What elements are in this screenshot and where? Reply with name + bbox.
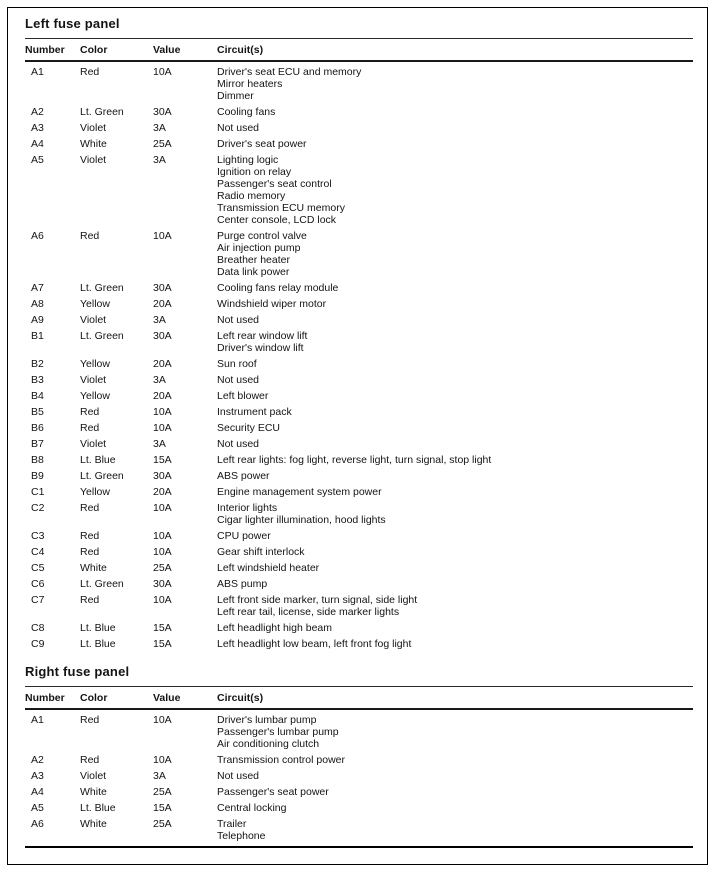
fuse-number: A3 xyxy=(31,122,44,134)
fuse-color: Red xyxy=(80,530,100,542)
fuse-circuits xyxy=(217,770,693,782)
fuse-value: 10A xyxy=(153,546,172,558)
table-end-rule xyxy=(25,846,693,848)
fuse-row xyxy=(25,154,693,226)
fuse-number: C7 xyxy=(31,594,45,606)
fuse-number: A7 xyxy=(31,282,44,294)
fuse-circuits xyxy=(217,622,693,634)
circuit-line: Air injection pump xyxy=(217,242,301,254)
fuse-row xyxy=(25,438,693,450)
section-title-right: Right fuse panel xyxy=(25,664,130,679)
fuse-value: 10A xyxy=(153,594,172,606)
fuse-color: Red xyxy=(80,230,100,242)
fuse-circuits xyxy=(217,66,693,102)
fuse-color: Yellow xyxy=(80,390,110,402)
fuse-value: 3A xyxy=(153,438,166,450)
fuse-circuits xyxy=(217,754,693,766)
fuse-color: Lt. Green xyxy=(80,282,124,294)
section-left-fuse-panel xyxy=(25,16,693,650)
circuit-line: Left rear tail, license, side marker lights xyxy=(217,606,400,618)
circuit-line: Left headlight high beam xyxy=(217,622,333,634)
fuse-circuits xyxy=(217,374,693,386)
fuse-value: 30A xyxy=(153,578,172,590)
fuse-value: 15A xyxy=(153,622,172,634)
fuse-circuits xyxy=(217,714,693,750)
fuse-row xyxy=(25,786,693,798)
fuse-color: Lt. Green xyxy=(80,578,124,590)
circuit-line: Instrument pack xyxy=(217,406,292,418)
column-header-value: Value xyxy=(153,692,181,704)
fuse-value: 10A xyxy=(153,406,172,418)
column-header-circuits: Circuit(s) xyxy=(217,692,264,704)
circuit-line: Driver's seat ECU and memory xyxy=(217,66,362,78)
fuse-row xyxy=(25,578,693,590)
table-body xyxy=(25,62,693,650)
circuit-line: Passenger's seat control xyxy=(217,178,332,190)
fuse-color: White xyxy=(80,138,107,150)
fuse-value: 3A xyxy=(153,314,166,326)
circuit-line: Not used xyxy=(217,314,260,326)
circuit-line: Radio memory xyxy=(217,190,286,202)
fuse-circuits xyxy=(217,138,693,150)
circuit-line: Lighting logic xyxy=(217,154,279,166)
circuit-line: Not used xyxy=(217,122,260,134)
fuse-circuits xyxy=(217,406,693,418)
circuit-line: Driver's lumbar pump xyxy=(217,714,317,726)
fuse-value: 3A xyxy=(153,154,166,166)
fuse-circuits xyxy=(217,818,693,842)
fuse-circuits xyxy=(217,358,693,370)
circuit-line: Driver's seat power xyxy=(217,138,307,150)
fuse-circuits xyxy=(217,282,693,294)
fuse-color: Yellow xyxy=(80,298,110,310)
fuse-color: Red xyxy=(80,754,100,766)
circuit-line: Left windshield heater xyxy=(217,562,320,574)
fuse-color: White xyxy=(80,786,107,798)
fuse-value: 10A xyxy=(153,714,172,726)
fuse-number: B5 xyxy=(31,406,44,418)
fuse-row xyxy=(25,470,693,482)
fuse-value: 15A xyxy=(153,454,172,466)
circuit-line: Windshield wiper motor xyxy=(217,298,327,310)
circuit-line: Passenger's seat power xyxy=(217,786,329,798)
fuse-row xyxy=(25,770,693,782)
fuse-color: Red xyxy=(80,502,100,514)
circuit-line: Left blower xyxy=(217,390,269,402)
fuse-number: A2 xyxy=(31,106,44,118)
circuit-line: Telephone xyxy=(217,830,266,842)
section-right-fuse-panel xyxy=(25,664,693,842)
fuse-number: A1 xyxy=(31,714,44,726)
fuse-panel-document-page xyxy=(7,7,708,865)
circuit-line: Passenger's lumbar pump xyxy=(217,726,339,738)
fuse-row xyxy=(25,454,693,466)
circuit-line: Not used xyxy=(217,770,260,782)
circuit-line: Sun roof xyxy=(217,358,257,370)
fuse-color: Yellow xyxy=(80,358,110,370)
fuse-color: Red xyxy=(80,422,100,434)
fuse-color: Yellow xyxy=(80,486,110,498)
table-body xyxy=(25,710,693,842)
fuse-color: Red xyxy=(80,714,100,726)
fuse-value: 25A xyxy=(153,786,172,798)
fuse-value: 10A xyxy=(153,230,172,242)
circuit-line: Cooling fans xyxy=(217,106,276,118)
fuse-number: A9 xyxy=(31,314,44,326)
fuse-value: 25A xyxy=(153,138,172,150)
fuse-row xyxy=(25,818,693,842)
fuse-value: 20A xyxy=(153,298,172,310)
fuse-number: B8 xyxy=(31,454,44,466)
fuse-circuits xyxy=(217,786,693,798)
fuse-value: 20A xyxy=(153,486,172,498)
fuse-number: A2 xyxy=(31,754,44,766)
circuit-line: Ignition on relay xyxy=(217,166,292,178)
fuse-number: A1 xyxy=(31,66,44,78)
circuit-line: Central locking xyxy=(217,802,287,814)
column-header-color: Color xyxy=(80,44,108,56)
circuit-line: Mirror heaters xyxy=(217,78,283,90)
fuse-value: 25A xyxy=(153,818,172,830)
circuit-line: ABS pump xyxy=(217,578,268,590)
fuse-circuits xyxy=(217,578,693,590)
circuit-line: Air conditioning clutch xyxy=(217,738,320,750)
fuse-circuits xyxy=(217,422,693,434)
fuse-value: 25A xyxy=(153,562,172,574)
circuit-line: Left headlight low beam, left front fog light xyxy=(217,638,412,650)
circuit-line: Interior lights xyxy=(217,502,278,514)
circuit-line: Data link power xyxy=(217,266,290,278)
fuse-number: A4 xyxy=(31,786,44,798)
fuse-number: C2 xyxy=(31,502,45,514)
fuse-color: Lt. Blue xyxy=(80,622,116,634)
column-header-value: Value xyxy=(153,44,181,56)
fuse-circuits xyxy=(217,802,693,814)
fuse-color: White xyxy=(80,562,107,574)
fuse-circuits xyxy=(217,562,693,574)
fuse-row xyxy=(25,314,693,326)
fuse-value: 10A xyxy=(153,422,172,434)
fuse-circuits xyxy=(217,638,693,650)
fuse-number: A6 xyxy=(31,818,44,830)
fuse-circuits xyxy=(217,106,693,118)
fuse-circuits xyxy=(217,122,693,134)
fuse-color: White xyxy=(80,818,107,830)
circuit-line: Not used xyxy=(217,438,260,450)
fuse-color: Red xyxy=(80,66,100,78)
fuse-color: Lt. Green xyxy=(80,106,124,118)
fuse-value: 10A xyxy=(153,530,172,542)
fuse-row xyxy=(25,754,693,766)
fuse-row xyxy=(25,546,693,558)
fuse-value: 15A xyxy=(153,802,172,814)
fuse-value: 10A xyxy=(153,502,172,514)
fuse-row xyxy=(25,374,693,386)
fuse-row xyxy=(25,138,693,150)
fuse-number: A4 xyxy=(31,138,44,150)
fuse-number: B3 xyxy=(31,374,44,386)
section-title-left: Left fuse panel xyxy=(25,16,120,31)
fuse-value: 10A xyxy=(153,66,172,78)
fuse-number: C6 xyxy=(31,578,45,590)
fuse-row xyxy=(25,486,693,498)
fuse-row xyxy=(25,282,693,294)
fuse-color: Violet xyxy=(80,770,107,782)
fuse-row xyxy=(25,562,693,574)
fuse-color: Lt. Blue xyxy=(80,454,116,466)
circuit-line: Cigar lighter illumination, hood lights xyxy=(217,514,386,526)
circuit-line: Not used xyxy=(217,374,260,386)
fuse-number: C1 xyxy=(31,486,45,498)
fuse-color: Red xyxy=(80,546,100,558)
fuse-row xyxy=(25,802,693,814)
fuse-row xyxy=(25,390,693,402)
fuse-row xyxy=(25,594,693,618)
circuit-line: Trailer xyxy=(217,818,247,830)
fuse-color: Red xyxy=(80,406,100,418)
fuse-value: 20A xyxy=(153,390,172,402)
fuse-row xyxy=(25,230,693,278)
fuse-color: Red xyxy=(80,594,100,606)
fuse-number: B9 xyxy=(31,470,44,482)
fuse-number: A5 xyxy=(31,154,44,166)
fuse-circuits xyxy=(217,154,693,226)
column-header-circuits: Circuit(s) xyxy=(217,44,264,56)
fuse-row xyxy=(25,622,693,634)
fuse-circuits xyxy=(217,530,693,542)
fuse-value: 3A xyxy=(153,122,166,134)
fuse-circuits xyxy=(217,502,693,526)
fuse-number: A6 xyxy=(31,230,44,242)
fuse-number: C9 xyxy=(31,638,45,650)
fuse-row xyxy=(25,122,693,134)
fuse-circuits xyxy=(217,298,693,310)
fuse-number: A8 xyxy=(31,298,44,310)
fuse-color: Violet xyxy=(80,314,107,326)
circuit-line: Left rear window lift xyxy=(217,330,308,342)
circuit-line: Left front side marker, turn signal, side light xyxy=(217,594,418,606)
fuse-circuits xyxy=(217,594,693,618)
fuse-row xyxy=(25,638,693,650)
fuse-number: A5 xyxy=(31,802,44,814)
fuse-color: Violet xyxy=(80,122,107,134)
fuse-color: Violet xyxy=(80,438,107,450)
fuse-color: Lt. Blue xyxy=(80,802,116,814)
fuse-value: 30A xyxy=(153,282,172,294)
circuit-line: Purge control valve xyxy=(217,230,307,242)
fuse-value: 20A xyxy=(153,358,172,370)
fuse-number: C3 xyxy=(31,530,45,542)
fuse-circuits xyxy=(217,454,693,466)
circuit-line: Breather heater xyxy=(217,254,290,266)
fuse-color: Lt. Green xyxy=(80,330,124,342)
circuit-line: Security ECU xyxy=(217,422,281,434)
fuse-number: C8 xyxy=(31,622,45,634)
fuse-color: Violet xyxy=(80,374,107,386)
fuse-row xyxy=(25,422,693,434)
circuit-line: Transmission ECU memory xyxy=(217,202,345,214)
fuse-row xyxy=(25,298,693,310)
fuse-number: C5 xyxy=(31,562,45,574)
fuse-value: 3A xyxy=(153,770,166,782)
circuit-line: Engine management system power xyxy=(217,486,382,498)
fuse-number: B4 xyxy=(31,390,44,402)
table-header-row xyxy=(25,686,693,710)
circuit-line: ABS power xyxy=(217,470,270,482)
fuse-row xyxy=(25,66,693,102)
fuse-circuits xyxy=(217,314,693,326)
fuse-row xyxy=(25,330,693,354)
fuse-row xyxy=(25,358,693,370)
fuse-circuits xyxy=(217,546,693,558)
circuit-line: Driver's window lift xyxy=(217,342,304,354)
circuit-line: Cooling fans relay module xyxy=(217,282,339,294)
fuse-value: 30A xyxy=(153,106,172,118)
fuse-circuits xyxy=(217,330,693,354)
fuse-number: B6 xyxy=(31,422,44,434)
fuse-number: C4 xyxy=(31,546,45,558)
circuit-line: Left rear lights: fog light, reverse light, turn signal, stop light xyxy=(217,454,492,466)
fuse-number: A3 xyxy=(31,770,44,782)
circuit-line: Dimmer xyxy=(217,90,254,102)
fuse-row xyxy=(25,106,693,118)
column-header-number: Number xyxy=(25,692,65,704)
column-header-color: Color xyxy=(80,692,108,704)
fuse-row xyxy=(25,502,693,526)
fuse-number: B7 xyxy=(31,438,44,450)
fuse-circuits xyxy=(217,486,693,498)
fuse-circuits xyxy=(217,470,693,482)
fuse-value: 10A xyxy=(153,754,172,766)
fuse-value: 3A xyxy=(153,374,166,386)
fuse-value: 30A xyxy=(153,470,172,482)
fuse-row xyxy=(25,530,693,542)
column-header-number: Number xyxy=(25,44,65,56)
table-header-row xyxy=(25,38,693,62)
fuse-row xyxy=(25,714,693,750)
fuse-row xyxy=(25,406,693,418)
fuse-color: Lt. Blue xyxy=(80,638,116,650)
circuit-line: Center console, LCD lock xyxy=(217,214,337,226)
circuit-line: Gear shift interlock xyxy=(217,546,305,558)
fuse-value: 30A xyxy=(153,330,172,342)
circuit-line: Transmission control power xyxy=(217,754,345,766)
fuse-circuits xyxy=(217,438,693,450)
fuse-number: B2 xyxy=(31,358,44,370)
fuse-circuits xyxy=(217,390,693,402)
fuse-color: Lt. Green xyxy=(80,470,124,482)
fuse-number: B1 xyxy=(31,330,44,342)
fuse-value: 15A xyxy=(153,638,172,650)
circuit-line: CPU power xyxy=(217,530,271,542)
fuse-color: Violet xyxy=(80,154,107,166)
fuse-circuits xyxy=(217,230,693,278)
